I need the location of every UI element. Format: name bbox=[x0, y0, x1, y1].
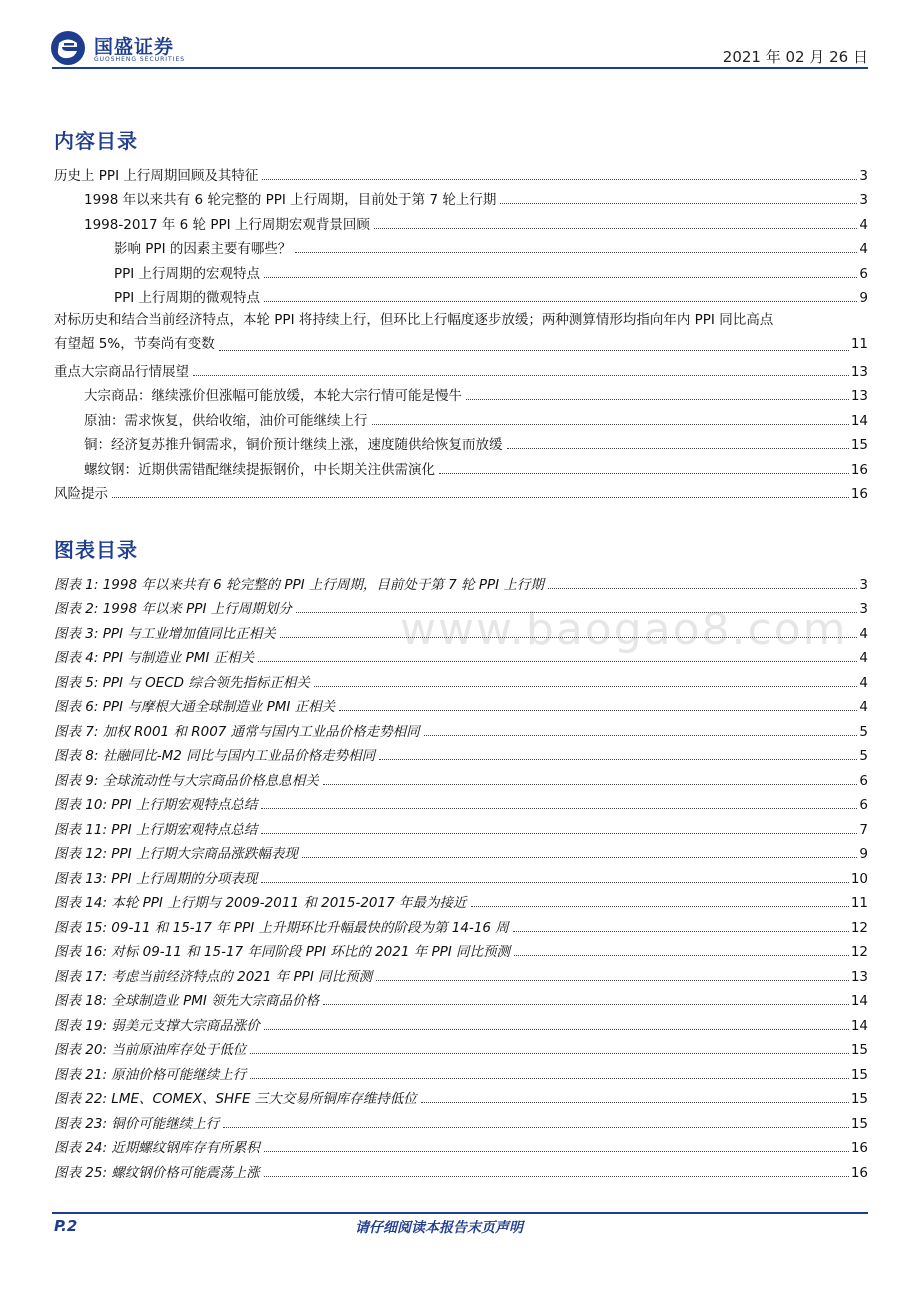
figure-entry[interactable]: 图表 20: 当前原油库存处于低位 15 bbox=[54, 1042, 868, 1058]
toc-entry[interactable]: 大宗商品：继续涨价但涨幅可能放缓，本轮大宗行情可能是慢牛 13 bbox=[84, 388, 868, 404]
toc-entry[interactable]: 对标历史和结合当前经济特点，本轮 PPI 将持续上行，但环比上行幅度逐步放缓；两种测算情形均指向年内 PPI 同比高点 有望超 5%，节奏尚有变数 11 bbox=[54, 307, 868, 356]
toc-entry[interactable]: 影响 PPI 的因素主要有哪些？ 4 bbox=[114, 241, 868, 257]
toc-entry[interactable]: 螺纹钢：近期供需错配继续提振钢价，中长期关注供需演化 16 bbox=[84, 461, 868, 478]
figure-entry[interactable]: 图表 6: PPI 与摩根大通全球制造业 PMI 正相关 4 bbox=[54, 699, 868, 715]
figure-entry[interactable]: 图表 1: 1998 年以来共有 6 轮完整的 PPI 上行周期，目前处于第 7 轮 PPI 上行期 3 bbox=[54, 576, 868, 593]
header-divider bbox=[52, 67, 868, 69]
figure-entry[interactable]: 图表 16: 对标 09-11 和 15-17 年同阶段 PPI 环比的 2021 年 PPI 同比预测 12 bbox=[54, 944, 868, 960]
figure-entry[interactable]: 图表 8: 社融同比-M2 同比与国内工业品价格走势相同 5 bbox=[54, 748, 868, 764]
page-number: P.2 bbox=[54, 1217, 78, 1235]
toc-entry[interactable]: 风险提示 16 bbox=[54, 486, 868, 502]
figure-entry[interactable]: 图表 4: PPI 与制造业 PMI 正相关 4 bbox=[54, 650, 868, 666]
figure-entry[interactable]: 图表 14: 本轮 PPI 上行期与 2009-2011 和 2015-2017 年最为接近 11 bbox=[54, 895, 868, 911]
page-header bbox=[0, 0, 920, 72]
figure-entry[interactable]: 图表 5: PPI 与 OECD 综合领先指标正相关 4 bbox=[54, 674, 868, 691]
toc-entry[interactable]: 重点大宗商品行情展望 13 bbox=[54, 363, 868, 380]
figure-entry[interactable]: 图表 22: LME、COMEX、SHFE 三大交易所铜库存维持低位 15 bbox=[54, 1091, 868, 1107]
figures-title: 图表目录 bbox=[54, 538, 138, 562]
footer-disclaimer: 请仔细阅读本报告末页声明 bbox=[355, 1220, 523, 1236]
figure-entry[interactable]: 图表 13: PPI 上行周期的分项表现 10 bbox=[54, 870, 868, 887]
figure-entry[interactable]: 图表 19: 弱美元支撑大宗商品涨价 14 bbox=[54, 1017, 868, 1034]
figure-entry[interactable]: 图表 24: 近期螺纹钢库存有所累积 16 bbox=[54, 1140, 868, 1156]
watermark: www.baogao8.com bbox=[400, 604, 848, 655]
toc-entry[interactable]: 原油：需求恢复，供给收缩，油价可能继续上行 14 bbox=[84, 412, 868, 429]
figure-entry[interactable]: 图表 10: PPI 上行期宏观特点总结 6 bbox=[54, 797, 868, 813]
brand-subtitle: GUOSHENG SECURITIES bbox=[94, 56, 186, 63]
figure-entry[interactable]: 图表 2: 1998 年以来 PPI 上行周期划分 3 bbox=[54, 601, 868, 617]
figure-entry[interactable]: 图表 17: 考虑当前经济特点的 2021 年 PPI 同比预测 13 bbox=[54, 968, 868, 985]
report-date: 2021 年 02 月 26 日 bbox=[722, 48, 868, 66]
toc-entry[interactable]: PPI 上行周期的微观特点 9 bbox=[114, 290, 868, 306]
toc-list bbox=[54, 160, 868, 503]
figure-entry[interactable]: 图表 11: PPI 上行期宏观特点总结 7 bbox=[54, 821, 868, 838]
figure-list bbox=[54, 569, 868, 1182]
toc-entry[interactable]: 铜：经济复苏推升铜需求，铜价预计继续上涨，速度随供给恢复而放缓 15 bbox=[84, 437, 868, 453]
figure-entry[interactable]: 图表 12: PPI 上行期大宗商品涨跌幅表现 9 bbox=[54, 846, 868, 862]
figure-entry[interactable]: 图表 23: 铜价可能继续上行 15 bbox=[54, 1115, 868, 1132]
toc-entry[interactable]: 历史上 PPI 上行周期回顾及其特征 3 bbox=[54, 167, 868, 184]
company-logo bbox=[50, 28, 200, 68]
logo-emblem-icon bbox=[50, 30, 86, 66]
figure-entry[interactable]: 图表 3: PPI 与工业增加值同比正相关 4 bbox=[54, 625, 868, 642]
figure-entry[interactable]: 图表 18: 全球制造业 PMI 领先大宗商品价格 14 bbox=[54, 993, 868, 1009]
toc-entry[interactable]: PPI 上行周期的宏观特点 6 bbox=[114, 265, 868, 282]
figure-entry[interactable]: 图表 21: 原油价格可能继续上行 15 bbox=[54, 1066, 868, 1083]
figure-entry[interactable]: 图表 15: 09-11 和 15-17 年 PPI 上升期环比升幅最快的阶段为第 14-16 周 12 bbox=[54, 919, 868, 936]
toc-entry[interactable]: 1998 年以来共有 6 轮完整的 PPI 上行周期，目前处于第 7 轮上行期 3 bbox=[84, 192, 868, 208]
toc-entry[interactable]: 1998-2017 年 6 轮 PPI 上行周期宏观背景回顾 4 bbox=[84, 216, 868, 233]
figure-entry[interactable]: 图表 25: 螺纹钢价格可能震荡上涨 16 bbox=[54, 1164, 868, 1181]
toc-title: 内容目录 bbox=[54, 129, 138, 153]
footer-divider bbox=[52, 1212, 868, 1214]
figure-entry[interactable]: 图表 9: 全球流动性与大宗商品价格息息相关 6 bbox=[54, 772, 868, 789]
brand-name: 国盛证券 bbox=[94, 36, 175, 58]
figure-entry[interactable]: 图表 7: 加权 R001 和 R007 通常与国内工业品价格走势相同 5 bbox=[54, 723, 868, 740]
